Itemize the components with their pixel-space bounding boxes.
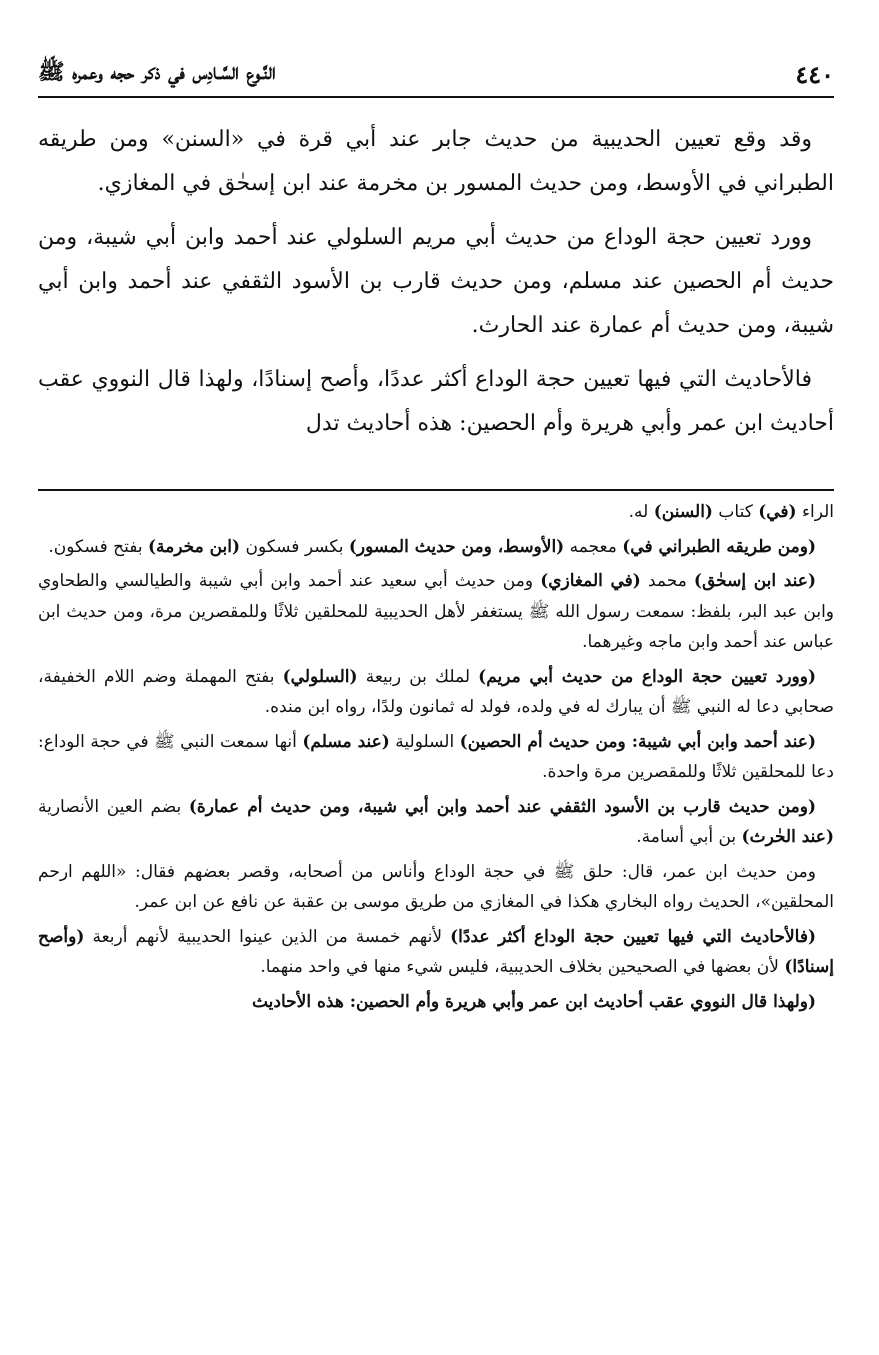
- commentary-paragraph: (ولهذا قال النووي عقب أحاديث ابن عمر وأبي هريرة وأم الحصين: هذه الأحاديث: [251, 991, 816, 1012]
- main-text: [38, 118, 834, 456]
- main-paragraph: وورد تعيين حجة الوداع من حديث أبي مريم السلولي عند أحمد وابن أبي شيبة، ومن حديث أم الحصين عند مسلم، ومن حديث قارب بن الأسود الثقفي عند أحمد وابن أبي شيبة، ومن حديث أم عمارة عند الحارث.: [38, 225, 834, 338]
- commentary-paragraph: (عند ابن إسحٰق) محمد (في المغازي) ومن حديث أبي سعيد عند أحمد وابن أبي شيبة والطيالسي والطحاوي وابن عبد البر، بلفظ: سمعت رسول الله ﷺ يستغفر لأهل الحديبية للمحلقين ثلاثًا وللمقصرين مرة، ومن حديث ابن عباس عند أحمد وابن ماجه وغيرهما.: [38, 571, 834, 652]
- main-paragraph: وقد وقع تعيين الحديبية من حديث جابر عند أبي قرة في «السنن» ومن طريقه الطبراني في الأوسط، ومن حديث المسور بن مخرمة عند ابن إسحٰق في المغازي.: [38, 127, 834, 196]
- footnote-separator: [38, 489, 834, 491]
- commentary-paragraph: الراء (في) كتاب (السنن) له.: [628, 502, 834, 522]
- commentary: [38, 497, 834, 1021]
- running-title: النَّـوع السَّـادِس في ذكر حجه وعمره ﷺ: [38, 59, 276, 85]
- page-header: [38, 52, 834, 98]
- commentary-paragraph: (ومن حديث قارب بن الأسود الثقفي عند أحمد وابن أبي شيبة، ومن حديث أم عمارة) بضم العين الأنصارية (عند الحٰرث) بن أبي أسامة.: [38, 796, 834, 847]
- commentary-paragraph: (ومن طريقه الطبراني في) معجمه (الأوسط، ومن حديث المسور) بكسر فسكون (ابن مخرمة) بفتح فسكون.: [48, 536, 816, 557]
- main-paragraph: فالأحاديث التي فيها تعيين حجة الوداع أكثر عددًا، وأصح إسنادًا، ولهذا قال النووي عقب أحاديث ابن عمر وأبي هريرة وأم الحصين: هذه أحاديث تدل: [38, 367, 834, 436]
- commentary-paragraph: ومن حديث ابن عمر، قال: حلق ﷺ في حجة الوداع وأناس من أصحابه، وقصر بعضهم فقال: «اللهم ارحم المحلقين»، الحديث رواه البخاري هكذا في المغازي من طريق موسى بن عقبة عن نافع عن ابن عمر.: [38, 861, 834, 912]
- commentary-paragraph: (عند أحمد وابن أبي شيبة: ومن حديث أم الحصين) السلولية (عند مسلم) أنها سمعت النبي ﷺ في حجة الوداع: دعا للمحلقين ثلاثًا وللمقصرين مرة واحدة.: [38, 731, 834, 782]
- commentary-paragraph: (وورد تعيين حجة الوداع من حديث أبي مريم) لملك بن ربيعة (السلولي) بفتح المهملة وضم اللام الخفيفة، صحابي دعا له النبي ﷺ أن يبارك له في ولده، فولد له ثمانون ولدًا، رواه ابن منده.: [38, 666, 834, 717]
- page-number: ٤٤٠: [795, 59, 834, 89]
- commentary-paragraph: (فالأحاديث التي فيها تعيين حجة الوداع أكثر عددًا) لأنهم خمسة من الذين عينوا الحديبية لأنهم أربعة (وأصح إسنادًا) لأن بعضها في الصحيحين بخلاف الحديبية، فليس شيء منها في واحد منهما.: [38, 926, 834, 977]
